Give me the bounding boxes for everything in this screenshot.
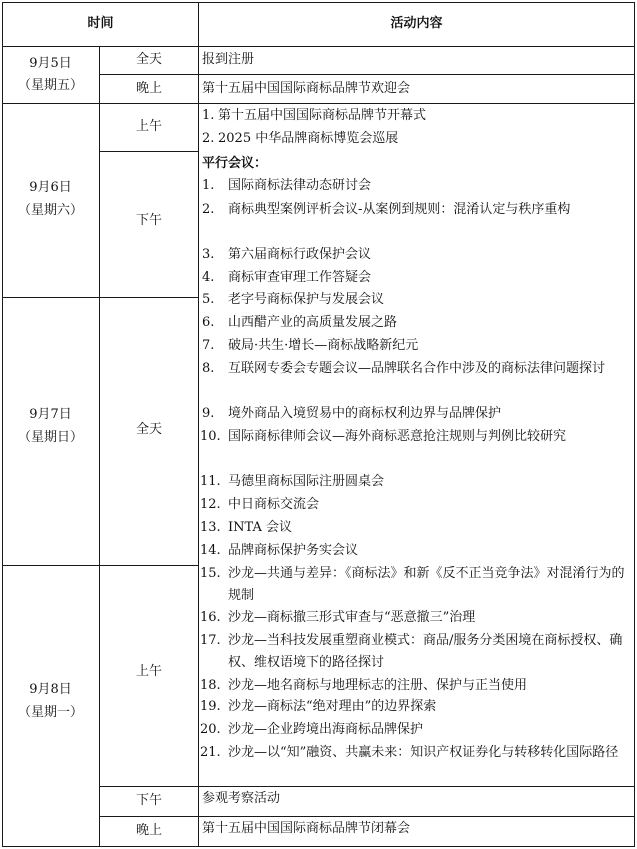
- period-sep5-allday: 全天: [135, 52, 162, 67]
- period-sep8-evening: 晚上: [135, 823, 162, 838]
- list-item-number: 19.: [200, 699, 221, 714]
- list-item-text: 互联网专委会专题会议—品牌联名合作中涉及的商标法律问题探讨: [228, 361, 606, 376]
- day-weekday: （星期五）: [17, 78, 83, 93]
- day-date: 9月8日: [29, 682, 72, 697]
- day-weekday: （星期六）: [17, 203, 83, 218]
- list-item-number: 9.: [202, 406, 215, 421]
- list-item-number: 3.: [202, 247, 215, 262]
- list-item-number: 18.: [200, 678, 221, 693]
- list-item-text: 境外商品入境贸易中的商标权利边界与品牌保护: [228, 406, 502, 421]
- period-sep6-morning: 上午: [135, 119, 162, 134]
- list-item-text: 沙龙—商标撤三形式审查与“恶意撤三”治理: [228, 610, 476, 625]
- list-item-text: 国际商标法律动态研讨会: [228, 178, 372, 193]
- day-date: 9月6日: [29, 180, 72, 195]
- list-item-text: 沙龙—企业跨境出海商标品牌保护: [228, 722, 424, 737]
- period-sep8-afternoon: 下午: [135, 793, 162, 808]
- list-item-number: 5.: [202, 292, 215, 307]
- list-item-number: 6.: [202, 315, 215, 330]
- list-item-text: 中日商标交流会: [228, 497, 320, 512]
- list-item-text: 沙龙—以“知”融资、共赢未来：知识产权证券化与转移转化国际路径: [228, 745, 619, 760]
- list-item-text: 沙龙—共通与差异：《商标法》和新《反不正当竞争法》对混淆行为的规制: [228, 566, 625, 603]
- list-item-number: 2.: [202, 202, 215, 217]
- list-item-text: 老字号商标保护与发展会议: [228, 292, 385, 307]
- sep5-evening-activity: 第十五届中国国际商标品牌节欢迎会: [202, 81, 411, 96]
- list-item-text: INTA 会议: [228, 520, 292, 535]
- period-sep8-morning: 上午: [135, 664, 162, 679]
- list-item-text: 商标典型案例评析会议-从案例到规则：混淆认定与秩序重构: [228, 202, 571, 217]
- list-item-number: 8.: [202, 361, 215, 376]
- day-weekday: （星期一）: [17, 705, 83, 720]
- list-item-number: 16.: [200, 610, 221, 625]
- list-item-number: 4.: [202, 270, 215, 285]
- list-item-text: 第十五届中国国际商标品牌节开幕式: [218, 108, 427, 123]
- list-item-number: 12.: [200, 497, 221, 512]
- period-sep5-evening: 晚上: [135, 81, 162, 96]
- list-item-number: 14.: [200, 543, 221, 558]
- list-item-text: 2025 中华品牌商标博览会巡展: [218, 131, 399, 146]
- header-time: 时间: [87, 16, 114, 31]
- list-item-number: 17.: [200, 633, 221, 648]
- list-item-number: 11.: [200, 474, 221, 489]
- list-item-text: 沙龙—商标法“绝对理由”的边界探索: [228, 699, 437, 714]
- list-item-text: 沙龙—当科技发展重塑商业模式：商品/服务分类困境在商标授权、确权、维权语境下的路径探讨: [228, 633, 623, 670]
- list-item-text: 沙龙—地名商标与地理标志的注册、保护与正当使用: [228, 678, 528, 693]
- list-item-number: 7.: [202, 338, 215, 353]
- period-sep6-afternoon: 下午: [135, 213, 162, 228]
- list-item-number: 20.: [200, 722, 221, 737]
- sep5-allday-activity: 报到注册: [202, 52, 255, 67]
- list-item-number: 2.: [202, 131, 215, 146]
- list-item-text: 国际商标律师会议—海外商标恶意抢注规则与判例比较研究: [228, 429, 567, 444]
- list-item-text: 第六届商标行政保护会议: [228, 247, 372, 262]
- list-item-number: 1.: [202, 108, 215, 123]
- parallel-title: 平行会议：: [202, 156, 268, 171]
- list-item-number: 1.: [202, 178, 215, 193]
- period-sep7-allday: 全天: [135, 422, 162, 437]
- list-item-number: 21.: [200, 745, 221, 760]
- header-content: 活动内容: [390, 16, 443, 31]
- list-item-text: 品牌商标保护务实会议: [228, 543, 359, 558]
- list-item-text: 马德里商标国际注册圆桌会: [228, 474, 385, 489]
- list-item-number: 13.: [200, 520, 221, 535]
- list-item-text: 商标审查审理工作答疑会: [228, 270, 372, 285]
- sep8-afternoon-activity: 参观考察活动: [202, 791, 281, 806]
- list-item-text: 破局·共生·增长—商标战略新纪元: [228, 338, 419, 353]
- day-date: 9月7日: [29, 407, 72, 422]
- day-weekday: （星期日）: [17, 430, 83, 445]
- sep8-evening-activity: 第十五届中国国际商标品牌节闭幕会: [202, 821, 411, 836]
- list-item-number: 10.: [200, 429, 221, 444]
- day-date: 9月5日: [29, 56, 72, 71]
- list-item-text: 山西醋产业的高质量发展之路: [228, 315, 398, 330]
- list-item-number: 15.: [200, 566, 221, 581]
